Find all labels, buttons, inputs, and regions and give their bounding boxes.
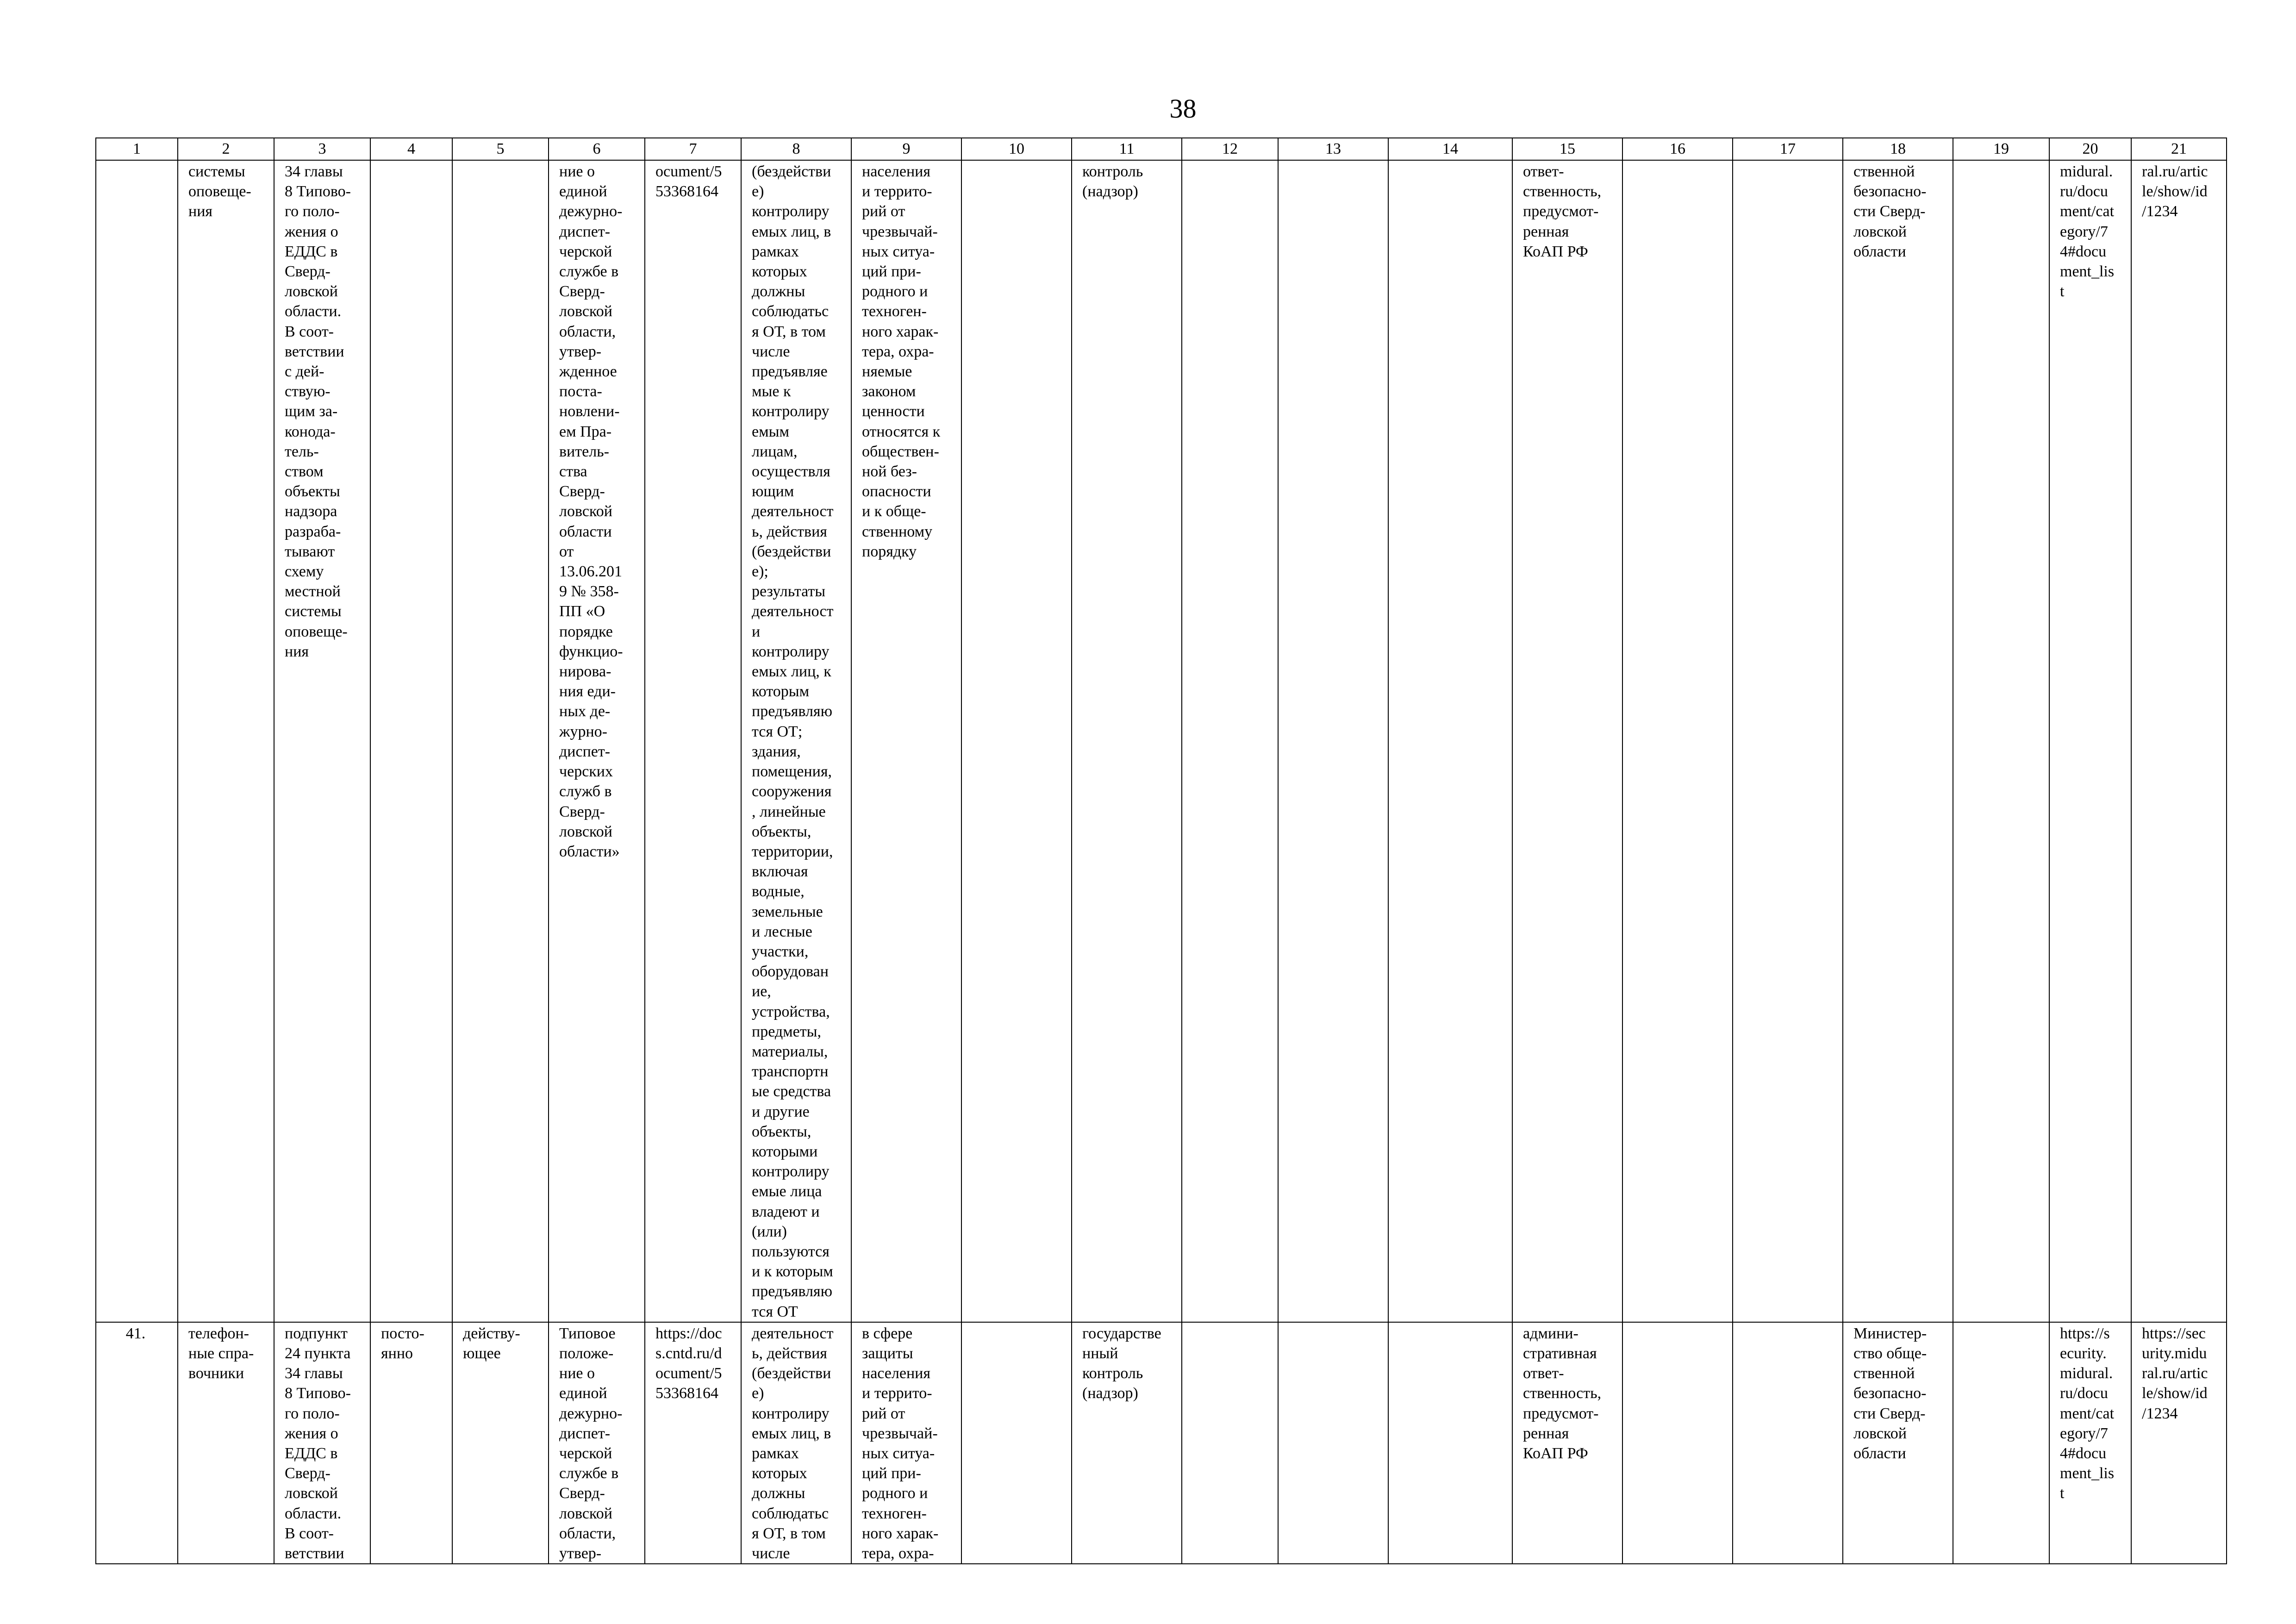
table-cell: ответ- ственность, предусмот- ренная КоАП РФ: [1512, 160, 1622, 1322]
table-cell: 34 главы 8 Типово- го поло- жения о ЕДДС в Сверд- ловской области. В соот- ветствии с дей- ствую- щим за- конода- тель- ством объекты надзора разраба- тывают схему местной системы оповеще- ния: [274, 160, 370, 1322]
table-cell: [1733, 1322, 1843, 1564]
table-cell: Министер- ство обще- ственной безопасно- сти Сверд- ловской области: [1843, 1322, 1953, 1564]
table-cell: [96, 160, 178, 1322]
column-header: 14: [1388, 138, 1512, 160]
table-cell: [961, 1322, 1072, 1564]
table-cell: админи- стративная ответ- ственность, предусмот- ренная КоАП РФ: [1512, 1322, 1622, 1564]
page-number: 38: [1169, 94, 1197, 124]
table-cell: действу- ющее: [452, 1322, 549, 1564]
column-header: 18: [1843, 138, 1953, 160]
table-cell: [1278, 160, 1388, 1322]
row-number: 41.: [96, 1322, 178, 1564]
table-cell: [1388, 160, 1512, 1322]
table-cell: населения и террито- рий от чрезвычай- ных ситуа- ций при- родного и техноген- ного харак- тера, охра- няемые законом ценности относятся к обществен- ной без- опасности и к обще- ственному порядку: [851, 160, 961, 1322]
column-header: 3: [274, 138, 370, 160]
table-cell: деятельност ь, действия (бездействи е) контролиру емых лиц, в рамках которых должны соблюдатьс я ОТ, в том числе: [741, 1322, 851, 1564]
column-header: 17: [1733, 138, 1843, 160]
column-header: 13: [1278, 138, 1388, 160]
table-cell: [961, 160, 1072, 1322]
table-row: [96, 160, 2227, 1322]
table-cell: https://s ecurity. midural. ru/docu ment/cat egory/7 4#docu ment_lis t: [2049, 1322, 2131, 1564]
column-header: 5: [452, 138, 549, 160]
table-cell: ственной безопасно- сти Сверд- ловской области: [1843, 160, 1953, 1322]
table-cell: телефон- ные спра- вочники: [178, 1322, 274, 1564]
table-cell: системы оповеще- ния: [178, 160, 274, 1322]
table-cell: [1622, 1322, 1733, 1564]
column-header: 7: [645, 138, 741, 160]
column-header: 6: [549, 138, 645, 160]
column-header: 15: [1512, 138, 1622, 160]
column-header: 8: [741, 138, 851, 160]
column-header: 19: [1953, 138, 2049, 160]
table-cell: [1953, 1322, 2049, 1564]
column-header: 20: [2049, 138, 2131, 160]
table-cell: в сфере защиты населения и террито- рий от чрезвычай- ных ситуа- ций при- родного и техноген- ного харак- тера, охра-: [851, 1322, 961, 1564]
column-header: 4: [370, 138, 452, 160]
column-header: 16: [1622, 138, 1733, 160]
table-cell: [1182, 160, 1278, 1322]
table-cell: [1182, 1322, 1278, 1564]
table-cell: ocument/5 53368164: [645, 160, 741, 1322]
table-cell: [370, 160, 452, 1322]
table-cell: midural. ru/docu ment/cat egory/7 4#docu ment_lis t: [2049, 160, 2131, 1322]
table-cell: Типовое положе- ние о единой дежурно- диспет- черской службе в Сверд- ловской области, утвер-: [549, 1322, 645, 1564]
table-cell: [1278, 1322, 1388, 1564]
column-header: 1: [96, 138, 178, 160]
column-header: 11: [1072, 138, 1182, 160]
table-cell: [1733, 160, 1843, 1322]
table-cell: https://doc s.cntd.ru/d ocument/5 53368164: [645, 1322, 741, 1564]
table-cell: ral.ru/artic le/show/id /1234: [2131, 160, 2227, 1322]
table-cell: [1622, 160, 1733, 1322]
column-header: 10: [961, 138, 1072, 160]
table-cell: посто- янно: [370, 1322, 452, 1564]
table-cell: подпункт 24 пункта 34 главы 8 Типово- го поло- жения о ЕДДС в Сверд- ловской области. В соот- ветствии: [274, 1322, 370, 1564]
table-cell: (бездействи е) контролиру емых лиц, в рамках которых должны соблюдатьс я ОТ, в том числе предъявляе мые к контролиру емым лицам, осуществля ющим деятельност ь, действия (бездействи е); результаты деятельност и контролиру емых лиц, к которым предъявляю тся ОТ; здания, помещения, сооружения , линейные объекты, территории, включая водные, земельные и лесные участки, оборудован ие, устройства, предметы, материалы, транспортн ые средства и другие объекты, которыми контролиру емые лица владеют и (или) пользуются и к которым предъявляю тся ОТ: [741, 160, 851, 1322]
column-header: 12: [1182, 138, 1278, 160]
table-cell: государстве нный контроль (надзор): [1072, 1322, 1182, 1564]
column-header: 2: [178, 138, 274, 160]
table-cell: https://sec urity.midu ral.ru/artic le/show/id /1234: [2131, 1322, 2227, 1564]
header-row: [96, 138, 2227, 160]
table-cell: [1388, 1322, 1512, 1564]
table-row: [96, 1322, 2227, 1564]
column-header: 21: [2131, 138, 2227, 160]
table-cell: ние о единой дежурно- диспет- черской службе в Сверд- ловской области, утвер- жденное поста- новлени- ем Пра- витель- ства Сверд- ловской области от 13.06.201 9 № 358- ПП «О порядке функцио- нирова- ния еди- ных де- журно- диспет- черских служб в Сверд- ловской области»: [549, 160, 645, 1322]
column-header: 9: [851, 138, 961, 160]
table-cell: [1953, 160, 2049, 1322]
register-table: [95, 137, 2227, 1564]
table-cell: [452, 160, 549, 1322]
table-cell: контроль (надзор): [1072, 160, 1182, 1322]
